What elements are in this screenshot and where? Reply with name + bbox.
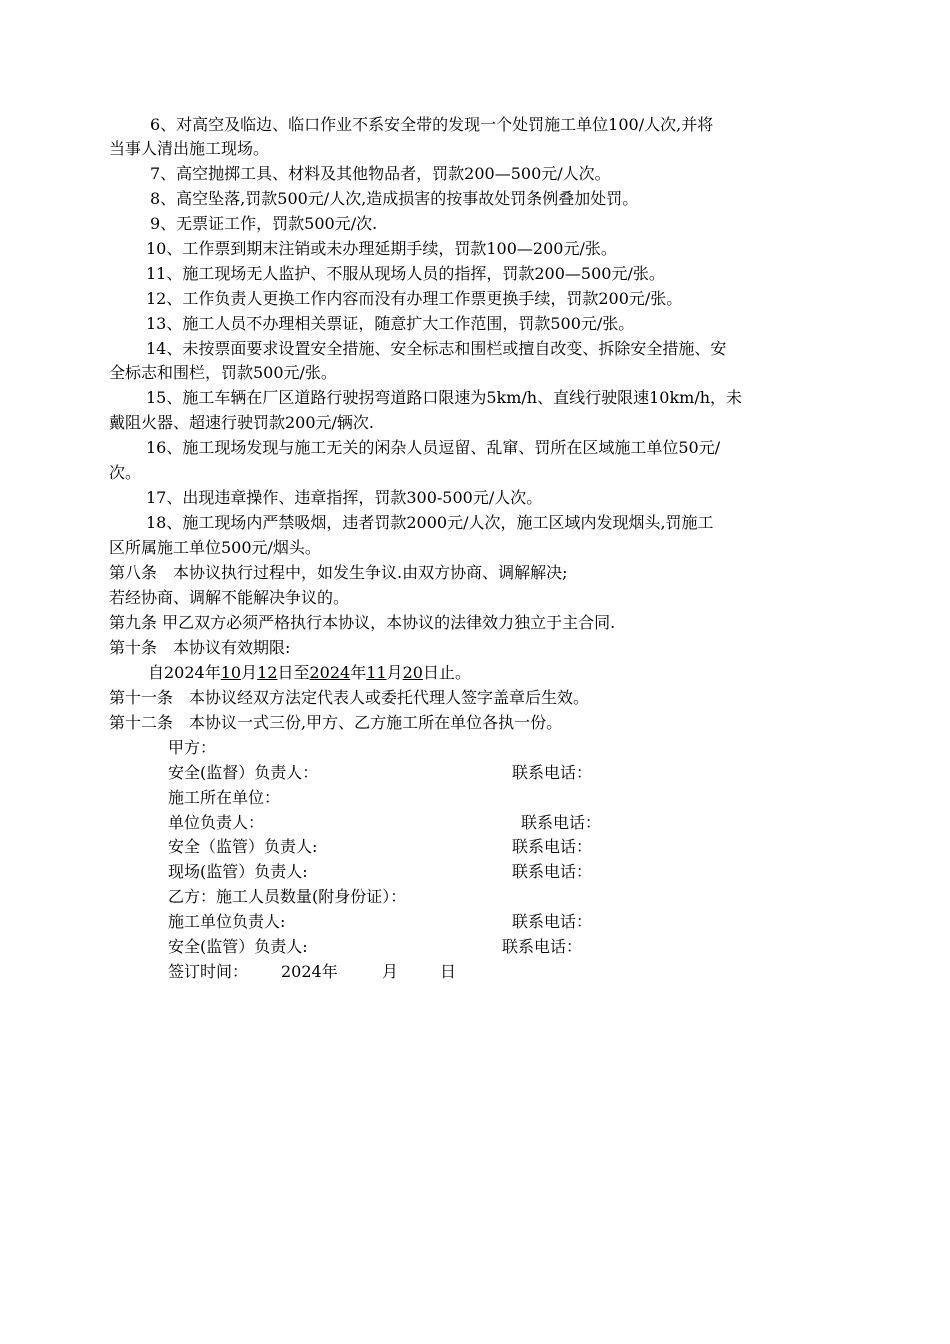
safety-supervisor-label: 安全(监督）负责人： (168, 763, 319, 782)
article-8-line2: 若经协商、调解不能解决争议的。 (109, 588, 350, 607)
safety-manager-b-label: 安全(监管）负责人: (168, 937, 308, 956)
article-8-line1: 第八条 本协议执行过程中，如发生争议.由双方协商、调解解决; (109, 563, 568, 582)
party-b-label: 乙方：施工人员数量(附身份证）： (168, 887, 407, 906)
construction-unit-label: 施工所在单位： (168, 788, 281, 807)
validity-text-to: 日至 (277, 663, 310, 682)
penalty-item-18-line1: 18、施工现场内严禁吸烟，违者罚款2000元/人次，施工区域内发现烟头,罚施工 (146, 513, 714, 532)
validity-text-end: 日止。 (422, 663, 471, 682)
sign-date-label: 签订时间： (168, 962, 249, 981)
sign-date-year: 2024年 (281, 962, 338, 981)
penalty-item-15-line1: 15、施工车辆在厂区道路行驶拐弯道路口限速为5km/h、直线行驶限速10km/h，未 (146, 388, 743, 407)
phone-label-2: 联系电话： (521, 813, 602, 832)
article-10: 第十条 本协议有效期限: (109, 638, 291, 657)
penalty-item-15-line2: 戴阻火器、超速行驶罚款200元/辆次. (109, 413, 375, 432)
article-9: 第九条 甲乙双方必须严格执行本协议，本协议的法律效力独立于主合同. (109, 613, 616, 632)
validity-end-year: 2024 (309, 663, 351, 682)
penalty-item-18-line2: 区所属施工单位500元/烟头。 (109, 538, 321, 557)
penalty-item-12: 12、工作负责人更换工作内容而没有办理工作票更换手续，罚款200元/张。 (146, 289, 683, 308)
phone-label-5: 联系电话： (512, 912, 593, 931)
validity-prefix: 自2024年 (148, 663, 221, 682)
penalty-item-6-line1: 6、对高空及临边、临口作业不系安全带的发现一个处罚施工单位100/人次,并将 (150, 115, 714, 134)
party-a-label: 甲方： (168, 738, 217, 757)
validity-text-month2: 月 (386, 663, 403, 682)
penalty-item-9: 9、无票证工作，罚款500元/次. (150, 214, 378, 233)
unit-head-label: 单位负责人： (168, 813, 265, 832)
validity-text-month: 月 (241, 663, 258, 682)
penalty-item-7: 7、高空抛掷工具、材料及其他物品者，罚款200—500元/人次。 (150, 164, 611, 183)
validity-end-day: 20 (402, 663, 423, 682)
penalty-item-8: 8、高空坠落,罚款500元/人次,造成损害的按事故处罚条例叠加处罚。 (150, 189, 639, 208)
penalty-item-16-line1: 16、施工现场发现与施工无关的闲杂人员逗留、乱窜、罚所在区域施工单位50元/ (146, 438, 721, 457)
penalty-item-10: 10、工作票到期末注销或未办理延期手续，罚款100—200元/张。 (146, 239, 617, 258)
phone-label-3: 联系电话： (512, 837, 593, 856)
safety-manager-label: 安全（监管）负责人: (168, 837, 318, 856)
validity-end-month: 11 (366, 663, 387, 682)
phone-label-6: 联系电话： (502, 937, 583, 956)
site-manager-label: 现场(监管）负责人: (168, 862, 308, 881)
sign-date-day: 日 (440, 962, 457, 981)
penalty-item-6-line2: 当事人清出施工现场。 (109, 139, 270, 158)
validity-start-month: 10 (220, 663, 242, 682)
article-11: 第十一条 本协议经双方法定代表人或委托代理人签字盖章后生效。 (109, 688, 590, 707)
penalty-item-14-line1: 14、未按票面要求设置安全措施、安全标志和围栏或擅自改变、拆除安全措施、安 (146, 339, 727, 358)
penalty-item-17: 17、出现违章操作、违章指挥，罚款300-500元/人次。 (146, 488, 543, 507)
penalty-item-16-line2: 次。 (109, 463, 142, 482)
validity-text-year: 年 (350, 663, 367, 682)
phone-label-4: 联系电话： (512, 862, 593, 881)
penalty-item-13: 13、施工人员不办理相关票证，随意扩大工作范围，罚款500元/张。 (146, 314, 635, 333)
validity-start-day: 12 (257, 663, 278, 682)
contractor-head-label: 施工单位负责人: (168, 912, 286, 931)
penalty-item-11: 11、施工现场无人监护、不服从现场人员的指挥，罚款200—500元/张。 (146, 264, 665, 283)
article-12: 第十二条 本协议一式三份,甲方、乙方施工所在单位各执一份。 (109, 713, 563, 732)
sign-date-month: 月 (382, 962, 399, 981)
penalty-item-14-line2: 全标志和围栏，罚款500元/张。 (109, 363, 337, 382)
validity-period (148, 662, 471, 684)
phone-label-1: 联系电话： (512, 763, 593, 782)
